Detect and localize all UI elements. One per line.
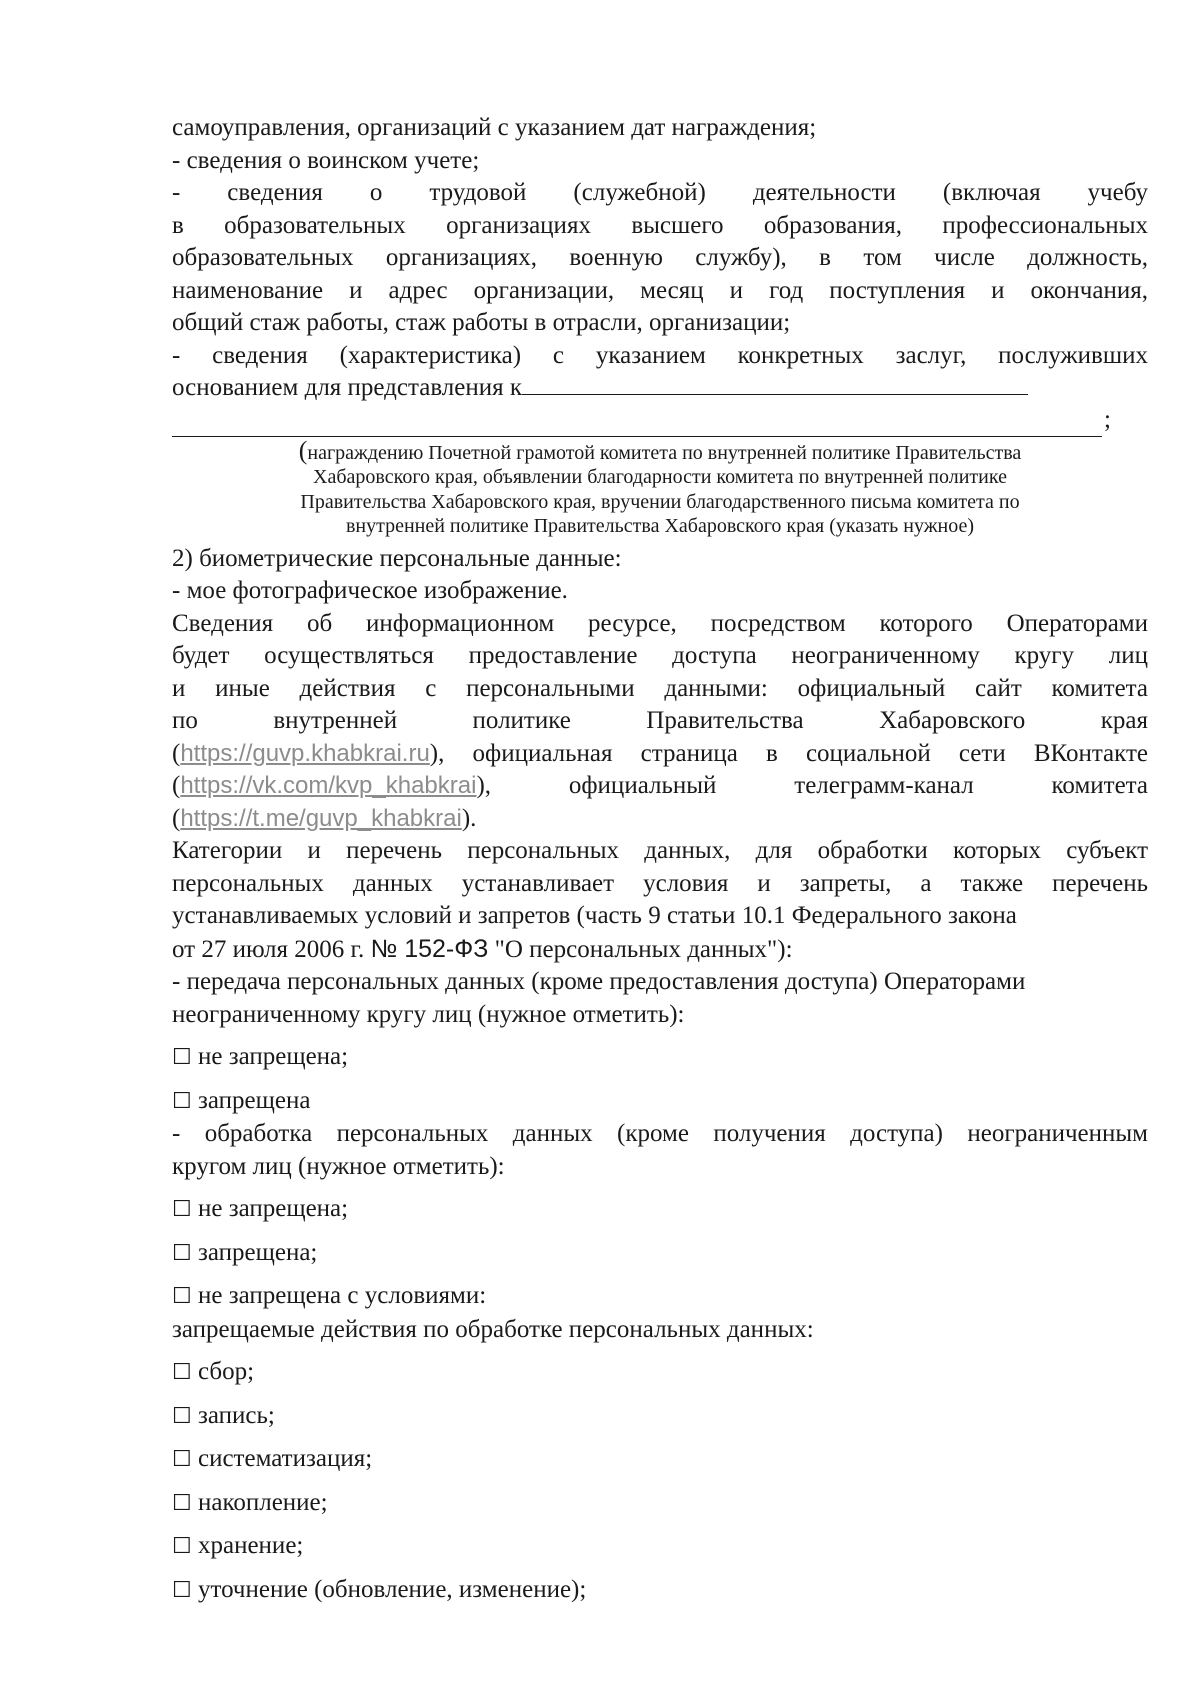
checkbox-icon[interactable]: ☐	[172, 1284, 192, 1309]
text-line: персональных данных устанавливает условия и запреты, а также перечень	[172, 869, 1148, 897]
site-link[interactable]: https://guvp.khabkrai.ru	[180, 739, 430, 767]
text-fragment: ), официальный телеграмм-канал комитета	[476, 772, 1148, 799]
text-line: будет осуществляться предоставление доступа неограниченному кругу лиц	[172, 642, 1148, 669]
checkbox-icon[interactable]: ☐	[172, 1045, 192, 1070]
text-line: образовательных организациях, военную службу), в том числе должность,	[172, 244, 1148, 271]
checkbox-item[interactable]	[172, 1085, 1148, 1119]
text-fragment: от 27 июля 2006 г.	[172, 935, 371, 963]
text-line: по внутренней политике Правительства Хабаровского края	[172, 707, 1148, 734]
text-fragment: ), официальная страница в социальной сети ВКонтакте	[429, 739, 1148, 767]
text-line: кругом лиц (нужное отметить):	[172, 1152, 505, 1180]
text-line: в образовательных организациях высшего образования, профессиональных	[172, 211, 1148, 239]
caption-line: Хабаровского края, объявлении благодарности комитета по внутренней политике	[313, 466, 1007, 488]
caption-line: награждению Почетной грамотой комитета по внутренней политике Правительства	[307, 441, 1022, 464]
caption-paren: (	[298, 435, 308, 465]
text-line: неограниченному кругу лиц (нужное отметить):	[172, 1000, 685, 1028]
checkbox-icon[interactable]: ☐	[172, 1490, 192, 1516]
checkbox-item[interactable]	[172, 1400, 1148, 1434]
text-line: - сведения о воинском учете;	[172, 146, 480, 174]
text-line: - передача персональных данных (кроме предоставления доступа) Операторами	[172, 968, 1026, 995]
checkbox-icon[interactable]: ☐	[172, 1197, 192, 1222]
blank-fill-row	[172, 405, 1148, 437]
checkbox-icon[interactable]: ☐	[172, 1577, 192, 1603]
text-line: - сведения о трудовой (служебной) деятельности (включая учебу	[172, 179, 1148, 206]
text-line: - мое фотографическое изображение.	[172, 577, 568, 604]
text-line: самоуправления, организаций с указанием дат награждения;	[172, 114, 817, 141]
text-line: (https://guvp.khabkrai.ru), официальная страница в социальной сети ВКонтакте	[172, 739, 1148, 767]
text-line: устанавливаемых условий и запретов (часть 9 статьи 10.1 Федерального закона	[172, 902, 1017, 929]
checkbox-label: систематизация;	[197, 1445, 373, 1472]
text-line: - сведения (характеристика) с указанием конкретных заслуг, послуживших	[172, 341, 1148, 369]
text-line	[172, 933, 1148, 967]
vk-link[interactable]: https://vk.com/kvp_khabkrai	[180, 772, 477, 799]
field-caption	[172, 435, 1148, 539]
checkbox-label: не запрещена;	[197, 1195, 349, 1222]
blank-fill-line[interactable]	[522, 374, 1028, 395]
checkbox-label: хранение;	[197, 1532, 304, 1559]
checkbox-item[interactable]	[172, 1041, 1148, 1075]
document-page	[172, 112, 1148, 1607]
checkbox-label: не запрещена;	[197, 1043, 349, 1070]
text-line: Категории и перечень персональных данных, для обработки которых субъект	[172, 837, 1148, 864]
checkbox-icon[interactable]: ☐	[172, 1403, 192, 1429]
law-number: № 152-ФЗ	[370, 934, 489, 963]
checkbox-icon[interactable]: ☐	[172, 1360, 192, 1385]
checkbox-item[interactable]	[172, 1280, 1148, 1314]
checkbox-item[interactable]	[172, 1237, 1148, 1271]
checkbox-icon[interactable]: ☐	[172, 1534, 192, 1559]
checkbox-icon[interactable]: ☐	[172, 1088, 192, 1114]
checkbox-item[interactable]	[172, 1443, 1148, 1477]
text-line: 2) биометрические персональные данные:	[172, 544, 622, 572]
text-fragment: "О персональных данных"):	[488, 935, 793, 963]
text-line: запрещаемые действия по обработке персональных данных:	[172, 1315, 814, 1343]
checkbox-label: не запрещена с условиями:	[197, 1282, 487, 1309]
checkbox-icon[interactable]: ☐	[172, 1447, 192, 1472]
checkbox-label: уточнение (обновление, изменение);	[197, 1575, 587, 1603]
text-line: (https://vk.com/kvp_khabkrai), официальный телеграмм-канал комитета	[172, 772, 1148, 799]
checkbox-item[interactable]	[172, 1574, 1148, 1608]
checkbox-item[interactable]	[172, 1487, 1148, 1521]
text-fragment: ).	[461, 804, 477, 832]
checkbox-item[interactable]	[172, 1356, 1148, 1390]
telegram-link[interactable]: https://t.me/guvp_khabkrai	[180, 804, 462, 832]
text-line: общий стаж работы, стаж работы в отрасли, организации;	[172, 309, 791, 336]
blank-fill-line[interactable]	[172, 412, 1102, 437]
text-line: и иные действия с персональными данными: официальный сайт комитета	[172, 674, 1148, 702]
checkbox-label: запись;	[197, 1401, 275, 1429]
text-line: Сведения об информационном ресурсе, посредством которого Операторами	[172, 609, 1148, 637]
checkbox-label: сбор;	[197, 1358, 255, 1385]
semicolon: ;	[1104, 406, 1111, 433]
checkbox-item[interactable]	[172, 1193, 1148, 1227]
checkbox-label: запрещена;	[197, 1238, 318, 1266]
caption-line: внутренней политике Правительства Хабаровского края (указать нужное)	[345, 515, 975, 537]
checkbox-icon[interactable]: ☐	[172, 1240, 192, 1266]
text-line	[172, 372, 1148, 405]
checkbox-label: запрещена	[197, 1086, 311, 1114]
text-line: - обработка персональных данных (кроме получения доступа) неограниченным	[172, 1120, 1148, 1147]
checkbox-label: накопление;	[197, 1488, 328, 1516]
caption-line: Правительства Хабаровского края, вручении благодарственного письма комитета по	[300, 490, 1020, 513]
text-line: наименование и адрес организации, месяц и год поступления и окончания,	[172, 276, 1148, 304]
text-line: (https://t.me/guvp_khabkrai).	[172, 804, 477, 832]
checkbox-item[interactable]	[172, 1530, 1148, 1564]
text-fragment: основанием для представления к	[172, 374, 523, 401]
